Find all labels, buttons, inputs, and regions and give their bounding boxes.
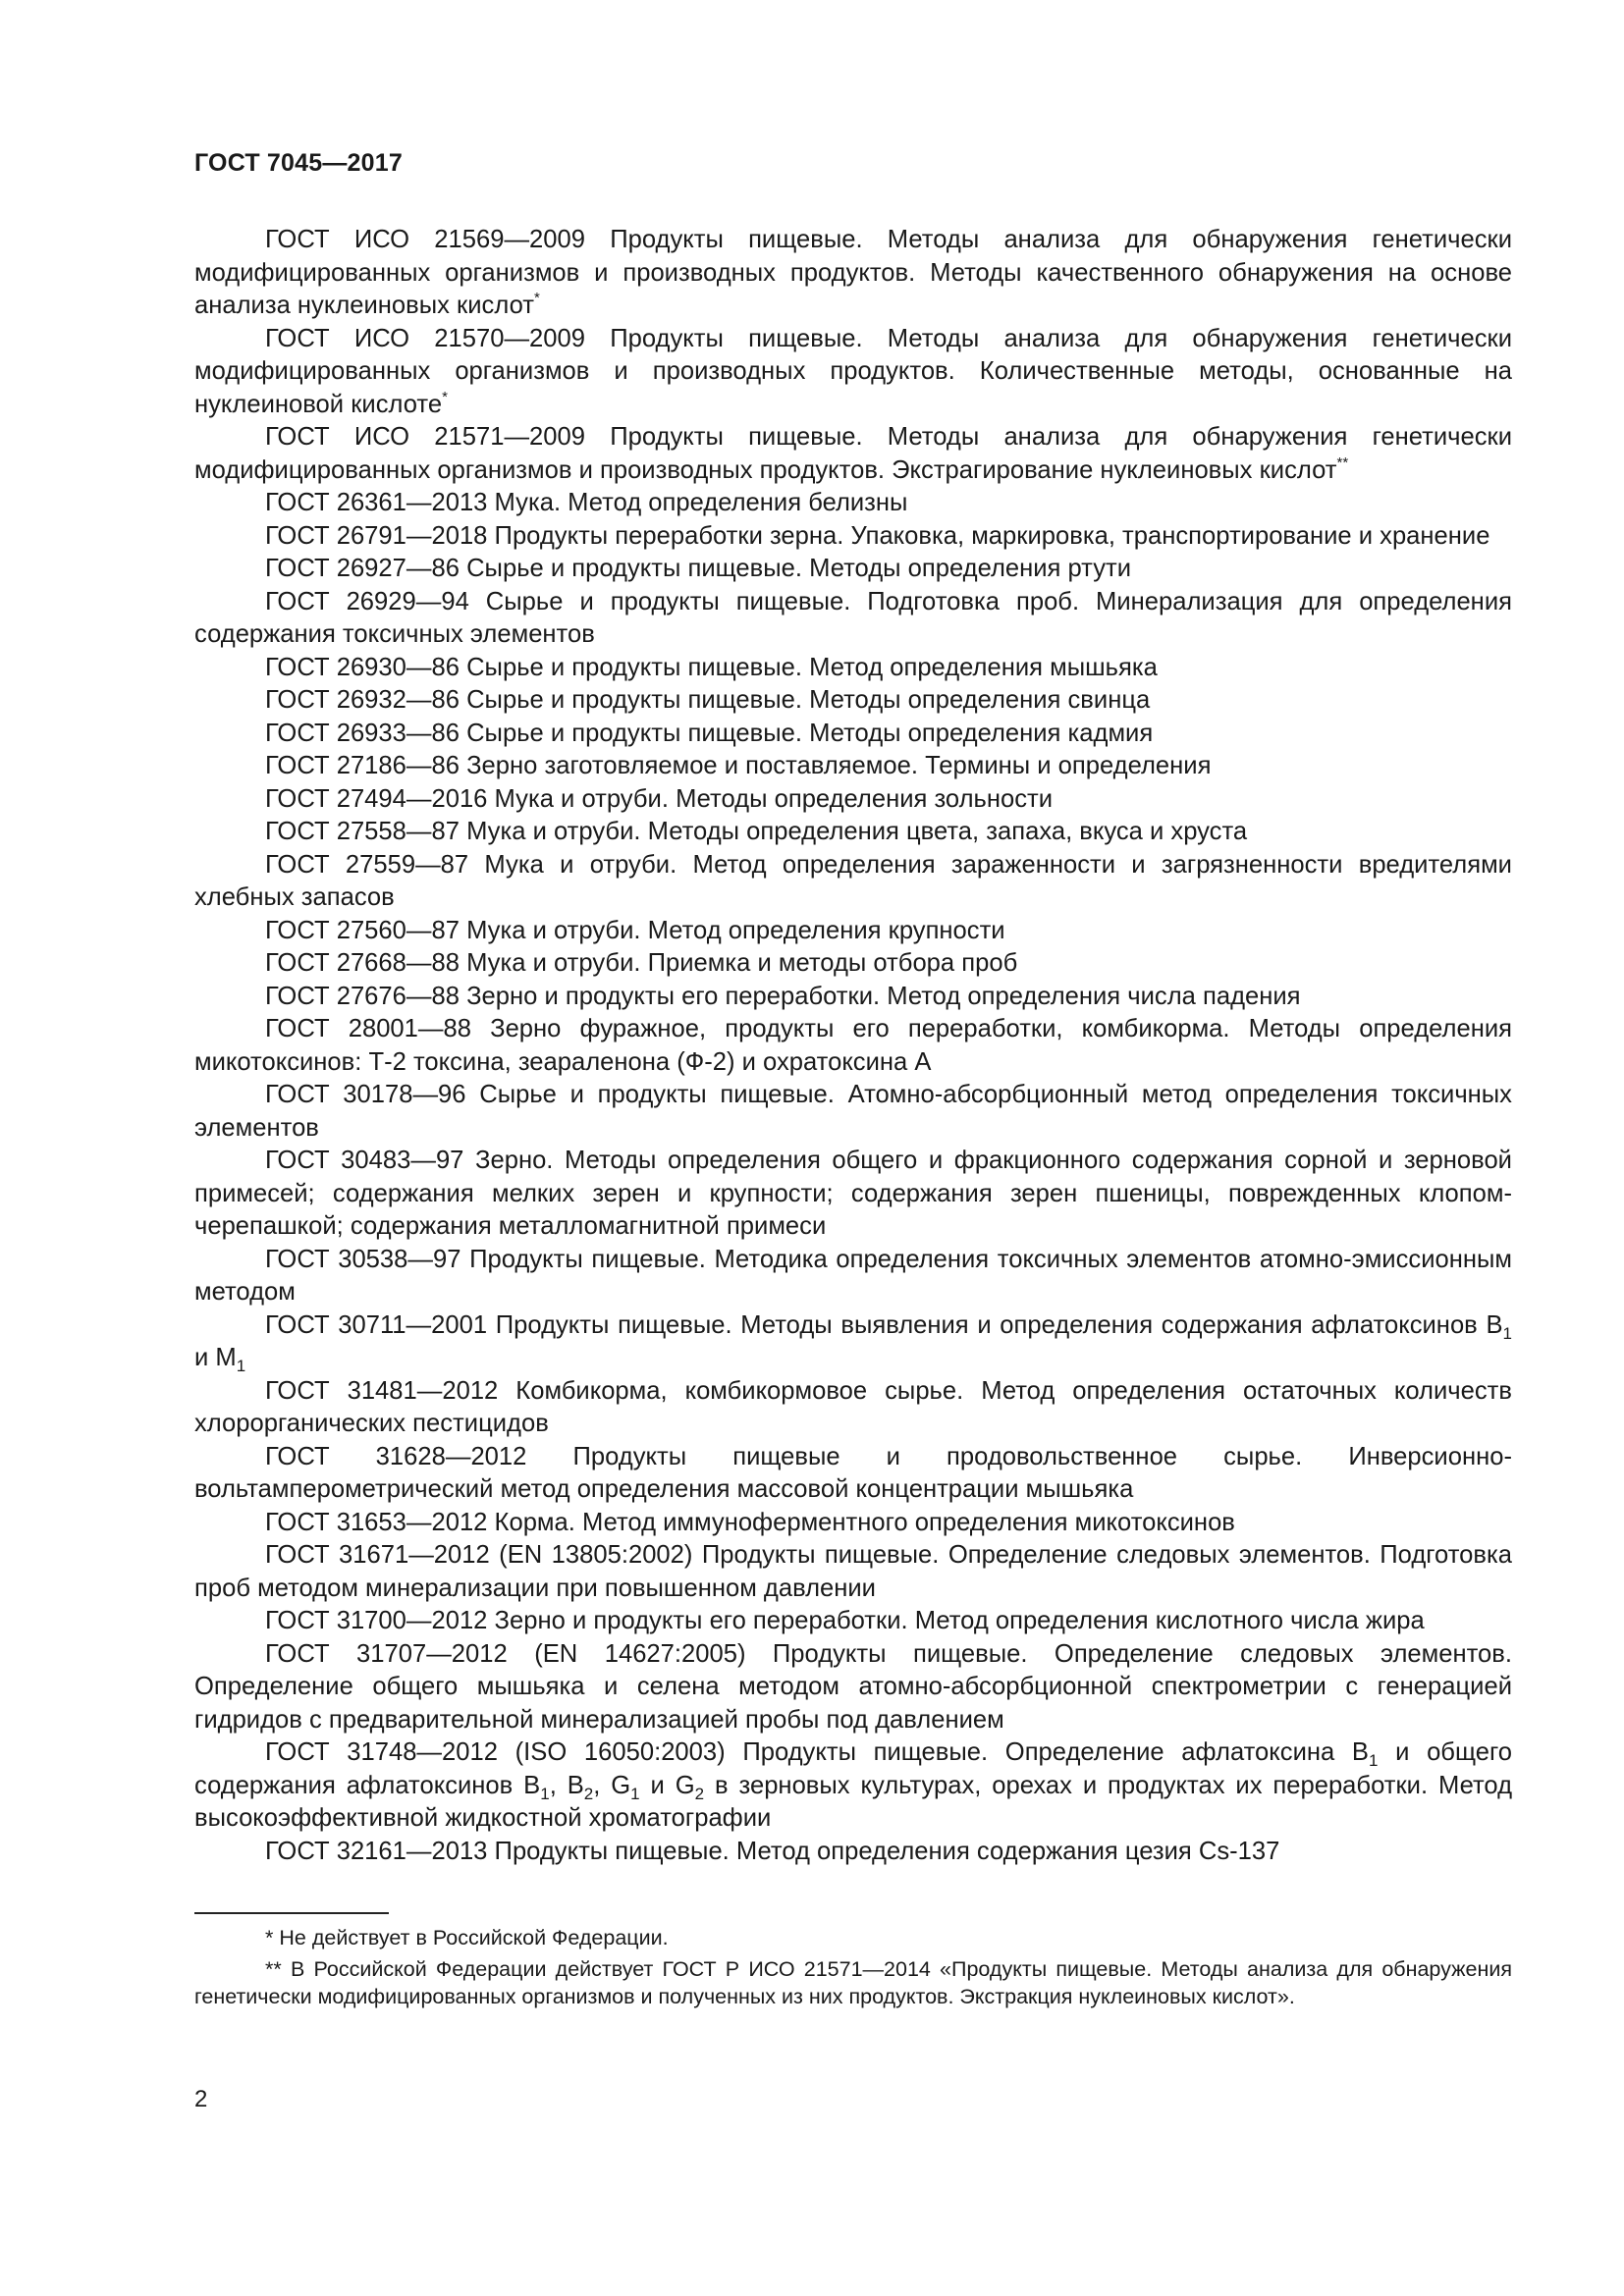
standard-title: Мука и отруби. Методы определения цвета, запаха, вкуса и хруста: [466, 818, 1248, 845]
standard-code: ГОСТ 31748—2012: [265, 1738, 498, 1766]
standard-title: Мука. Метод определения белизны: [494, 489, 908, 516]
footnote: [194, 1924, 1512, 1951]
subscript: 1: [236, 1357, 246, 1375]
standard-title: Сырье и продукты пищевые. Метод определения мышьяка: [466, 653, 1158, 681]
standard-title: Зерно заготовляемое и поставляемое. Термины и определения: [466, 752, 1212, 779]
standard-code: ГОСТ 27560—87: [265, 916, 460, 944]
reference-entry: [194, 1013, 1512, 1079]
standard-code: ГОСТ 27559—87: [265, 850, 469, 879]
reference-entry: [194, 1605, 1512, 1638]
standard-title: Сырье и продукты пищевые. Атомно-абсорбционный метод определения токсичных элементов: [194, 1081, 1512, 1142]
footnote-mark: *: [265, 1926, 274, 1949]
subscript: 1: [540, 1784, 550, 1803]
reference-entry: [194, 684, 1512, 718]
normative-references-list: [194, 224, 1512, 1868]
footnote-text: В Российской Федерации действует ГОСТ Р ИСО 21571—2014 «Продукты пищевые. Методы анализа для обнаружения генетически модифицированных организмов и полученных из них продуктов. Экстракция нуклеиновых кислот».: [194, 1957, 1512, 2008]
reference-entry: [194, 1309, 1512, 1375]
standard-code: ГОСТ 27186—86: [265, 752, 460, 779]
standard-title: Продукты пищевые. Методы анализа для обнаружения генетически модифицированных организмов и производных продуктов. Количественные методы, основанные на нуклеиновой кислоте: [194, 324, 1512, 418]
standard-code: ГОСТ 27668—88: [265, 949, 460, 977]
standard-code: ГОСТ 26927—86: [265, 555, 460, 582]
standard-code: ГОСТ 27558—87: [265, 818, 460, 845]
standard-code: ГОСТ 31481—2012: [265, 1376, 499, 1405]
standard-code: ГОСТ 26361—2013: [265, 489, 488, 516]
standard-title: Продукты пищевые. Методы анализа для обнаружения генетически модифицированных организмов и производных продуктов. Экстрагирование нуклеиновых кислот: [194, 423, 1512, 484]
standard-code: ГОСТ 31671—2012: [265, 1541, 490, 1569]
standard-code: ГОСТ 28001—88: [265, 1015, 471, 1042]
footnote-text: Не действует в Российской Федерации.: [279, 1926, 669, 1949]
reference-entry: [194, 947, 1512, 981]
footnote-marker: **: [1336, 454, 1349, 471]
subscript: 1: [1368, 1751, 1379, 1770]
reference-entry: [194, 1507, 1512, 1540]
standard-code: ГОСТ 30711—2001: [265, 1310, 488, 1339]
standard-code: ГОСТ 31628—2012: [265, 1442, 527, 1470]
standard-code: ГОСТ 26791—2018: [265, 521, 488, 550]
standard-title-part: , В: [549, 1771, 584, 1799]
standard-code: ГОСТ 27494—2016: [265, 784, 488, 813]
standard-title: (EN 14627:2005) Продукты пищевые. Определение следовых элементов. Определение общего мышьяка и селена методом атомно-абсорбционной спектрометрии с генерацией гидридов с предварительной минерализацией пробы под давлением: [194, 1639, 1512, 1734]
reference-entry: [194, 1539, 1512, 1605]
reference-entry: [194, 323, 1512, 422]
standard-title: Мука и отруби. Приемка и методы отбора проб: [466, 949, 1018, 977]
reference-entry: [194, 487, 1512, 520]
reference-entry: [194, 1145, 1512, 1244]
reference-entry: [194, 849, 1512, 915]
standard-title-part: и общего содержания афлатоксинов В: [194, 1738, 1512, 1799]
standard-title-part: и G: [639, 1771, 695, 1799]
subscript: 2: [583, 1784, 594, 1803]
subscript: 2: [694, 1784, 705, 1803]
reference-entry: [194, 718, 1512, 751]
footnote: [194, 1955, 1512, 2010]
standard-title: Корма. Метод иммуноферментного определения микотоксинов: [494, 1508, 1235, 1536]
reference-entry: [194, 915, 1512, 948]
footnote-marker: *: [533, 290, 540, 306]
footnote-mark: **: [265, 1957, 282, 1981]
standard-title: Мука и отруби. Методы определения зольности: [494, 784, 1054, 813]
standard-code: ГОСТ 31707—2012: [265, 1639, 508, 1668]
standard-code: ГОСТ 26930—86: [265, 653, 460, 681]
standard-code: ГОСТ ИСО 21571—2009: [265, 423, 585, 451]
standard-code: ГОСТ 30538—97: [265, 1245, 461, 1273]
standard-title-part: и М: [194, 1344, 237, 1371]
reference-entry: [194, 1638, 1512, 1737]
standard-code: ГОСТ 30483—97: [265, 1147, 464, 1174]
reference-entry: [194, 1079, 1512, 1145]
standard-title: (EN 13805:2002) Продукты пищевые. Определение следовых элементов. Подготовка проб методом минерализации при повышенном давлении: [194, 1541, 1512, 1602]
standard-title: Продукты пищевые. Методика определения токсичных элементов атомно-эмиссионным методом: [194, 1245, 1512, 1306]
reference-entry: [194, 1375, 1512, 1441]
standard-title-part: Продукты пищевые. Методы выявления и определения содержания афлатоксинов В: [495, 1310, 1503, 1339]
reference-entry: [194, 816, 1512, 849]
reference-entry: [194, 520, 1512, 554]
footnotes: [194, 1924, 1512, 2014]
page-number: 2: [194, 2086, 208, 2112]
standard-title: Зерно и продукты его переработки. Метод определения кислотного числа жира: [494, 1607, 1425, 1634]
standard-code: ГОСТ ИСО 21570—2009: [265, 324, 585, 352]
standard-title: Мука и отруби. Метод определения крупности: [466, 916, 1005, 944]
reference-entry: [194, 224, 1512, 323]
standard-title: Сырье и продукты пищевые. Подготовка проб. Минерализация для определения содержания токсичных элементов: [194, 587, 1512, 648]
standard-title: Продукты переработки зерна. Упаковка, маркировка, транспортирование и хранение: [494, 521, 1490, 550]
standard-code: ГОСТ 32161—2013: [265, 1837, 488, 1865]
standard-title: Зерно и продукты его переработки. Метод определения числа падения: [466, 982, 1301, 1010]
standard-title-part: (ISO 16050:2003) Продукты пищевые. Определение афлатоксина В: [514, 1738, 1369, 1766]
reference-entry: [194, 783, 1512, 817]
standard-title-part: в зерновых культурах, орехах и продуктах их переработки. Метод высокоэффективной жидкостной хроматографии: [194, 1771, 1513, 1832]
reference-entry: [194, 981, 1512, 1014]
reference-entry: [194, 1836, 1512, 1869]
standard-title: Продукты пищевые. Методы анализа для обнаружения генетически модифицированных организмов и производных продуктов. Методы качественного обнаружения на основе анализа нуклеиновых кислот: [194, 226, 1512, 319]
reference-entry: [194, 652, 1512, 685]
subscript: 1: [630, 1784, 640, 1803]
standard-title-part: , G: [593, 1771, 631, 1799]
standard-title: Сырье и продукты пищевые. Методы определения кадмия: [466, 719, 1154, 747]
reference-entry: [194, 553, 1512, 586]
footnote-marker: *: [442, 388, 448, 405]
reference-entry: [194, 586, 1512, 652]
standard-code: ГОСТ 26933—86: [265, 719, 460, 747]
standard-code: ГОСТ 26932—86: [265, 686, 460, 714]
standard-title: Продукты пищевые. Метод определения содержания цезия Cs-137: [494, 1837, 1280, 1865]
document-header: ГОСТ 7045—2017: [194, 149, 403, 177]
standard-code: ГОСТ 30178—96: [265, 1081, 466, 1108]
standard-code: ГОСТ ИСО 21569—2009: [265, 226, 585, 253]
footnote-separator: [194, 1912, 389, 1914]
standard-code: ГОСТ 31700—2012: [265, 1607, 488, 1634]
standard-title: Мука и отруби. Метод определения зараженности и загрязненности вредителями хлебных запасов: [194, 850, 1512, 911]
reference-entry: [194, 1441, 1512, 1507]
standard-code: ГОСТ 27676—88: [265, 982, 460, 1010]
standard-title: Сырье и продукты пищевые. Методы определения свинца: [466, 686, 1151, 714]
standard-code: ГОСТ 26929—94: [265, 587, 469, 615]
standard-title: Зерно. Методы определения общего и фракционного содержания сорной и зерновой примесей; содержания мелких зерен и крупности; содержания зерен пшеницы, поврежденных клопом-черепашкой; содержания металломагнитной примеси: [194, 1147, 1512, 1240]
subscript: 1: [1502, 1323, 1512, 1343]
reference-entry: [194, 421, 1512, 487]
reference-entry: [194, 1244, 1512, 1309]
reference-entry: [194, 1736, 1512, 1836]
standard-title: Комбикорма, комбикормовое сырье. Метод определения остаточных количеств хлорорганических пестицидов: [194, 1376, 1512, 1437]
standard-code: ГОСТ 31653—2012: [265, 1508, 488, 1536]
standard-title: Зерно фуражное, продукты его переработки, комбикорма. Методы определения микотоксинов: Т-2 токсина, зеараленона (Ф-2) и охратоксина А: [194, 1015, 1512, 1076]
standard-title: Сырье и продукты пищевые. Методы определения ртути: [466, 555, 1132, 582]
standard-title: Продукты пищевые и продовольственное сырье. Инверсионно-вольтамперометрический метод определения массовой концентрации мышьяка: [194, 1442, 1512, 1503]
reference-entry: [194, 750, 1512, 783]
